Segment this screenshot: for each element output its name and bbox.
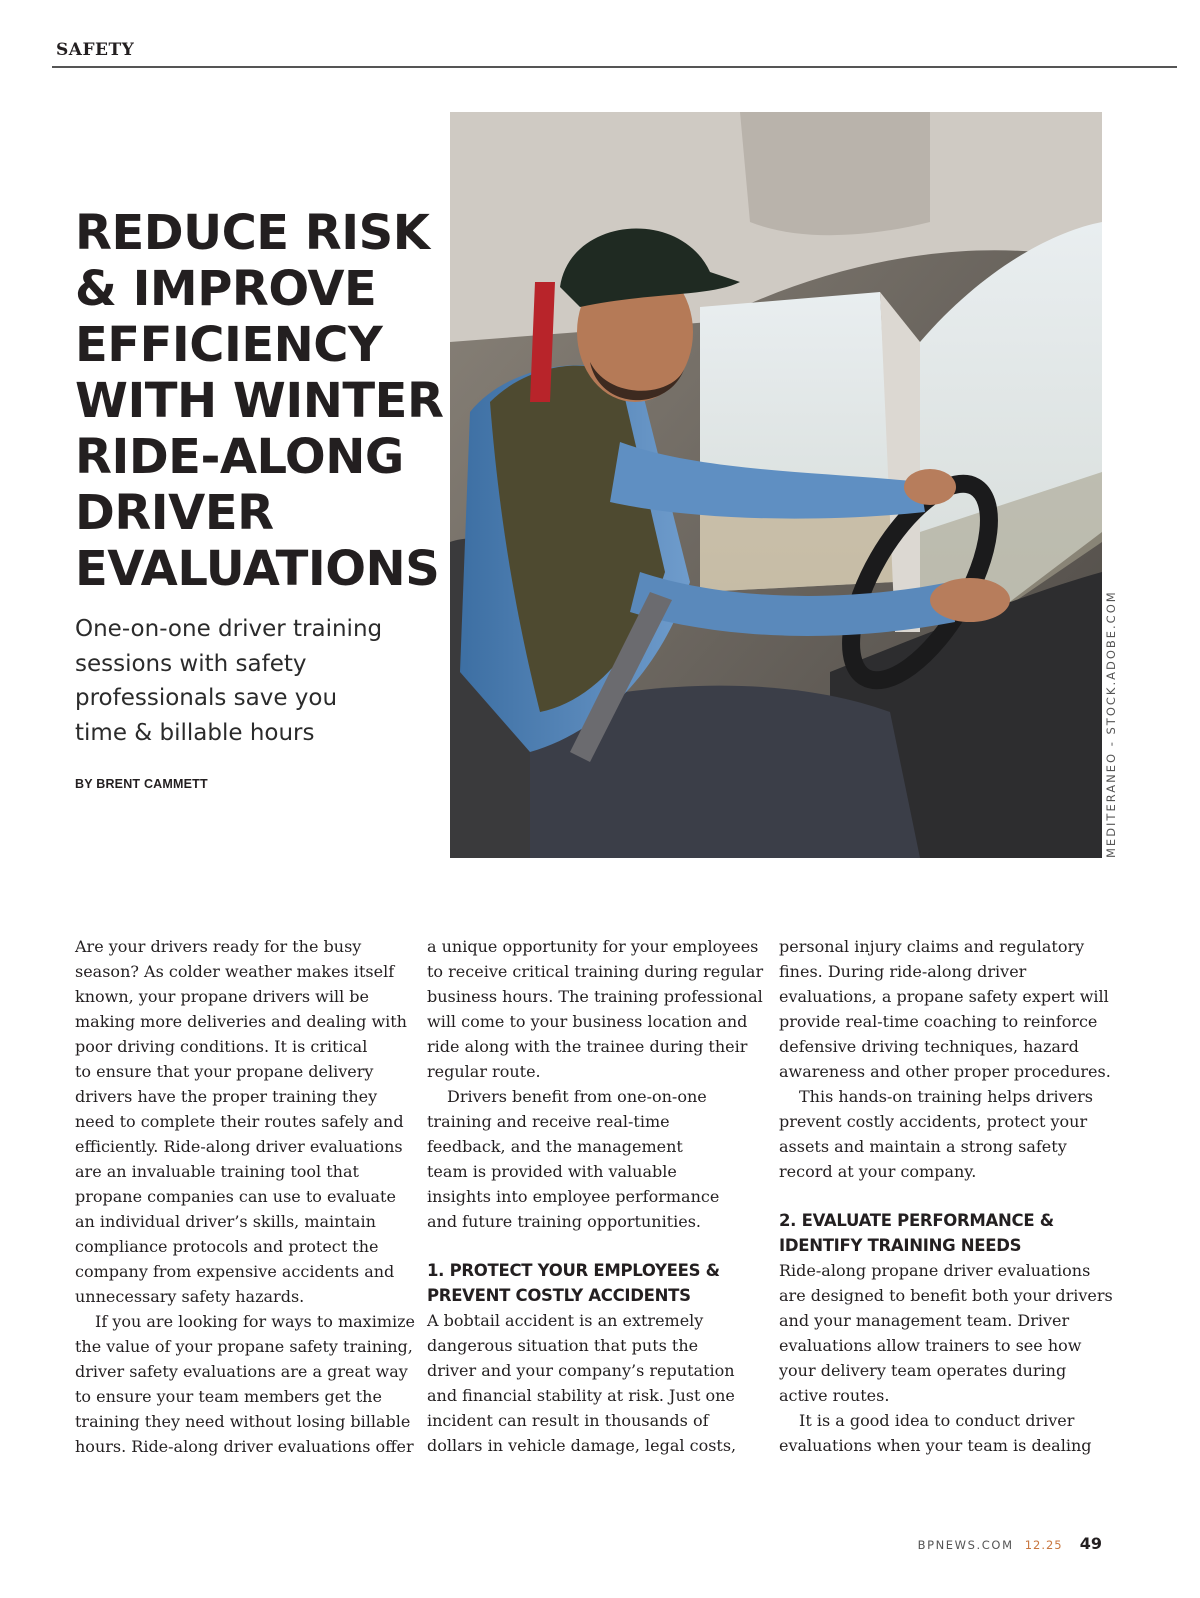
body-line: If you are looking for ways to maximize [95, 1312, 416, 1331]
deck-line: sessions with safety [75, 650, 307, 677]
body-line: and financial stability at risk. Just one [427, 1386, 735, 1405]
deck-line: time & billable hours [75, 719, 315, 746]
body-line: propane companies can use to evaluate [75, 1187, 396, 1206]
body-line: training they need without losing billable [75, 1412, 411, 1431]
body-line: need to complete their routes safely and [75, 1112, 404, 1131]
body-line: personal injury claims and regulatory [779, 937, 1085, 956]
body-line: dangerous situation that puts the [427, 1336, 699, 1355]
body-line: a unique opportunity for your employees [427, 937, 759, 956]
footer-site: BPNEWS.COM [917, 1538, 1014, 1552]
body-line: fines. During ride-along driver [779, 962, 1027, 981]
body-line: efficiently. Ride-along driver evaluations [75, 1137, 403, 1156]
body-line: are an invaluable training tool that [75, 1162, 359, 1181]
page-number: 49 [1079, 1534, 1102, 1553]
body-line: an individual driver’s skills, maintain [75, 1212, 376, 1231]
body-line: your delivery team operates during [779, 1361, 1067, 1380]
body-line: to ensure your team members get the [75, 1387, 382, 1406]
body-column-1 [75, 934, 416, 1459]
headline-line: DRIVER [75, 485, 274, 541]
body-line: team is provided with valuable [427, 1162, 677, 1181]
body-line: making more deliveries and dealing with [75, 1012, 407, 1031]
body-line: It is a good idea to conduct driver [799, 1411, 1075, 1430]
body-line: record at your company. [779, 1162, 977, 1181]
body-column-2 [427, 934, 762, 1458]
body-line: driver and your company’s reputation [427, 1361, 735, 1380]
body-line: A bobtail accident is an extremely [427, 1311, 704, 1330]
body-line: evaluations allow trainers to see how [779, 1336, 1082, 1355]
driver-photo [450, 112, 1102, 858]
body-line: Drivers benefit from one-on-one [447, 1087, 707, 1106]
body-line: poor driving conditions. It is critical [75, 1037, 368, 1056]
body-line: known, your propane drivers will be [75, 987, 369, 1006]
body-column-3 [779, 934, 1114, 1458]
body-line: compliance protocols and protect the [75, 1237, 379, 1256]
subheading: 1. PROTECT YOUR EMPLOYEES & [427, 1261, 720, 1280]
body-line: This hands-on training helps drivers [799, 1087, 1094, 1106]
body-line: to ensure that your propane delivery [75, 1062, 374, 1081]
headline [75, 205, 445, 597]
deck-line: One-on-one driver training [75, 616, 383, 642]
body-line: Ride-along propane driver evaluations [779, 1261, 1091, 1280]
body-line: feedback, and the management [427, 1137, 683, 1156]
subheading: IDENTIFY TRAINING NEEDS [779, 1236, 1022, 1255]
body-line: active routes. [779, 1386, 890, 1405]
body-line: provide real-time coaching to reinforce [779, 1012, 1098, 1031]
headline-line: & IMPROVE [75, 261, 377, 317]
body-line: unnecessary safety hazards. [75, 1287, 305, 1306]
body-line: defensive driving techniques, hazard [779, 1037, 1079, 1056]
paragraph-gap [427, 1234, 762, 1258]
body-line: awareness and other proper procedures. [779, 1062, 1111, 1081]
body-line: driver safety evaluations are a great way [75, 1362, 408, 1381]
body-line: ride along with the trainee during their [427, 1037, 748, 1056]
headline-line: EVALUATIONS [75, 541, 440, 597]
headline-line: REDUCE RISK [75, 205, 430, 261]
deck-line: professionals save you [75, 685, 338, 711]
body-line: season? As colder weather makes itself [75, 962, 395, 981]
body-line: dollars in vehicle damage, legal costs, [427, 1436, 737, 1455]
headline-line: EFFICIENCY [75, 317, 383, 373]
deck [75, 612, 415, 750]
body-line: to receive critical training during regular [427, 962, 764, 981]
body-line: insights into employee performance [427, 1187, 720, 1206]
body-line: prevent costly accidents, protect your [779, 1112, 1088, 1131]
header-rule [52, 66, 1177, 68]
body-line: the value of your propane safety training, [75, 1337, 413, 1356]
body-line: business hours. The training professional [427, 987, 763, 1006]
footer-issue: 12.25 [1024, 1538, 1063, 1552]
body-line: and your management team. Driver [779, 1311, 1070, 1330]
body-line: are designed to benefit both your drivers [779, 1286, 1113, 1305]
body-line: incident can result in thousands of [427, 1411, 709, 1430]
body-line: evaluations, a propane safety expert will [779, 987, 1109, 1006]
section-tag: SAFETY [56, 40, 135, 60]
body-line: company from expensive accidents and [75, 1262, 395, 1281]
body-line: will come to your business location and [427, 1012, 748, 1031]
byline: BY BRENT CAMMETT [75, 777, 208, 791]
body-line: hours. Ride-along driver evaluations offer [75, 1437, 414, 1456]
headline-line: RIDE-ALONG [75, 429, 404, 485]
body-line: drivers have the proper training they [75, 1087, 378, 1106]
body-line: assets and maintain a strong safety [779, 1137, 1067, 1156]
body-line: evaluations when your team is dealing [779, 1436, 1092, 1455]
body-line: and future training opportunities. [427, 1212, 701, 1231]
body-line: training and receive real-time [427, 1112, 670, 1131]
body-line: regular route. [427, 1062, 541, 1081]
page-footer [918, 1534, 1102, 1553]
subheading: 2. EVALUATE PERFORMANCE & [779, 1211, 1054, 1230]
photo-credit: MEDITERANEO - STOCK.ADOBE.COM [1104, 590, 1118, 858]
headline-line: WITH WINTER [75, 373, 444, 429]
paragraph-gap [779, 1184, 1114, 1208]
subheading: PREVENT COSTLY ACCIDENTS [427, 1286, 691, 1305]
body-line: Are your drivers ready for the busy [75, 937, 362, 956]
